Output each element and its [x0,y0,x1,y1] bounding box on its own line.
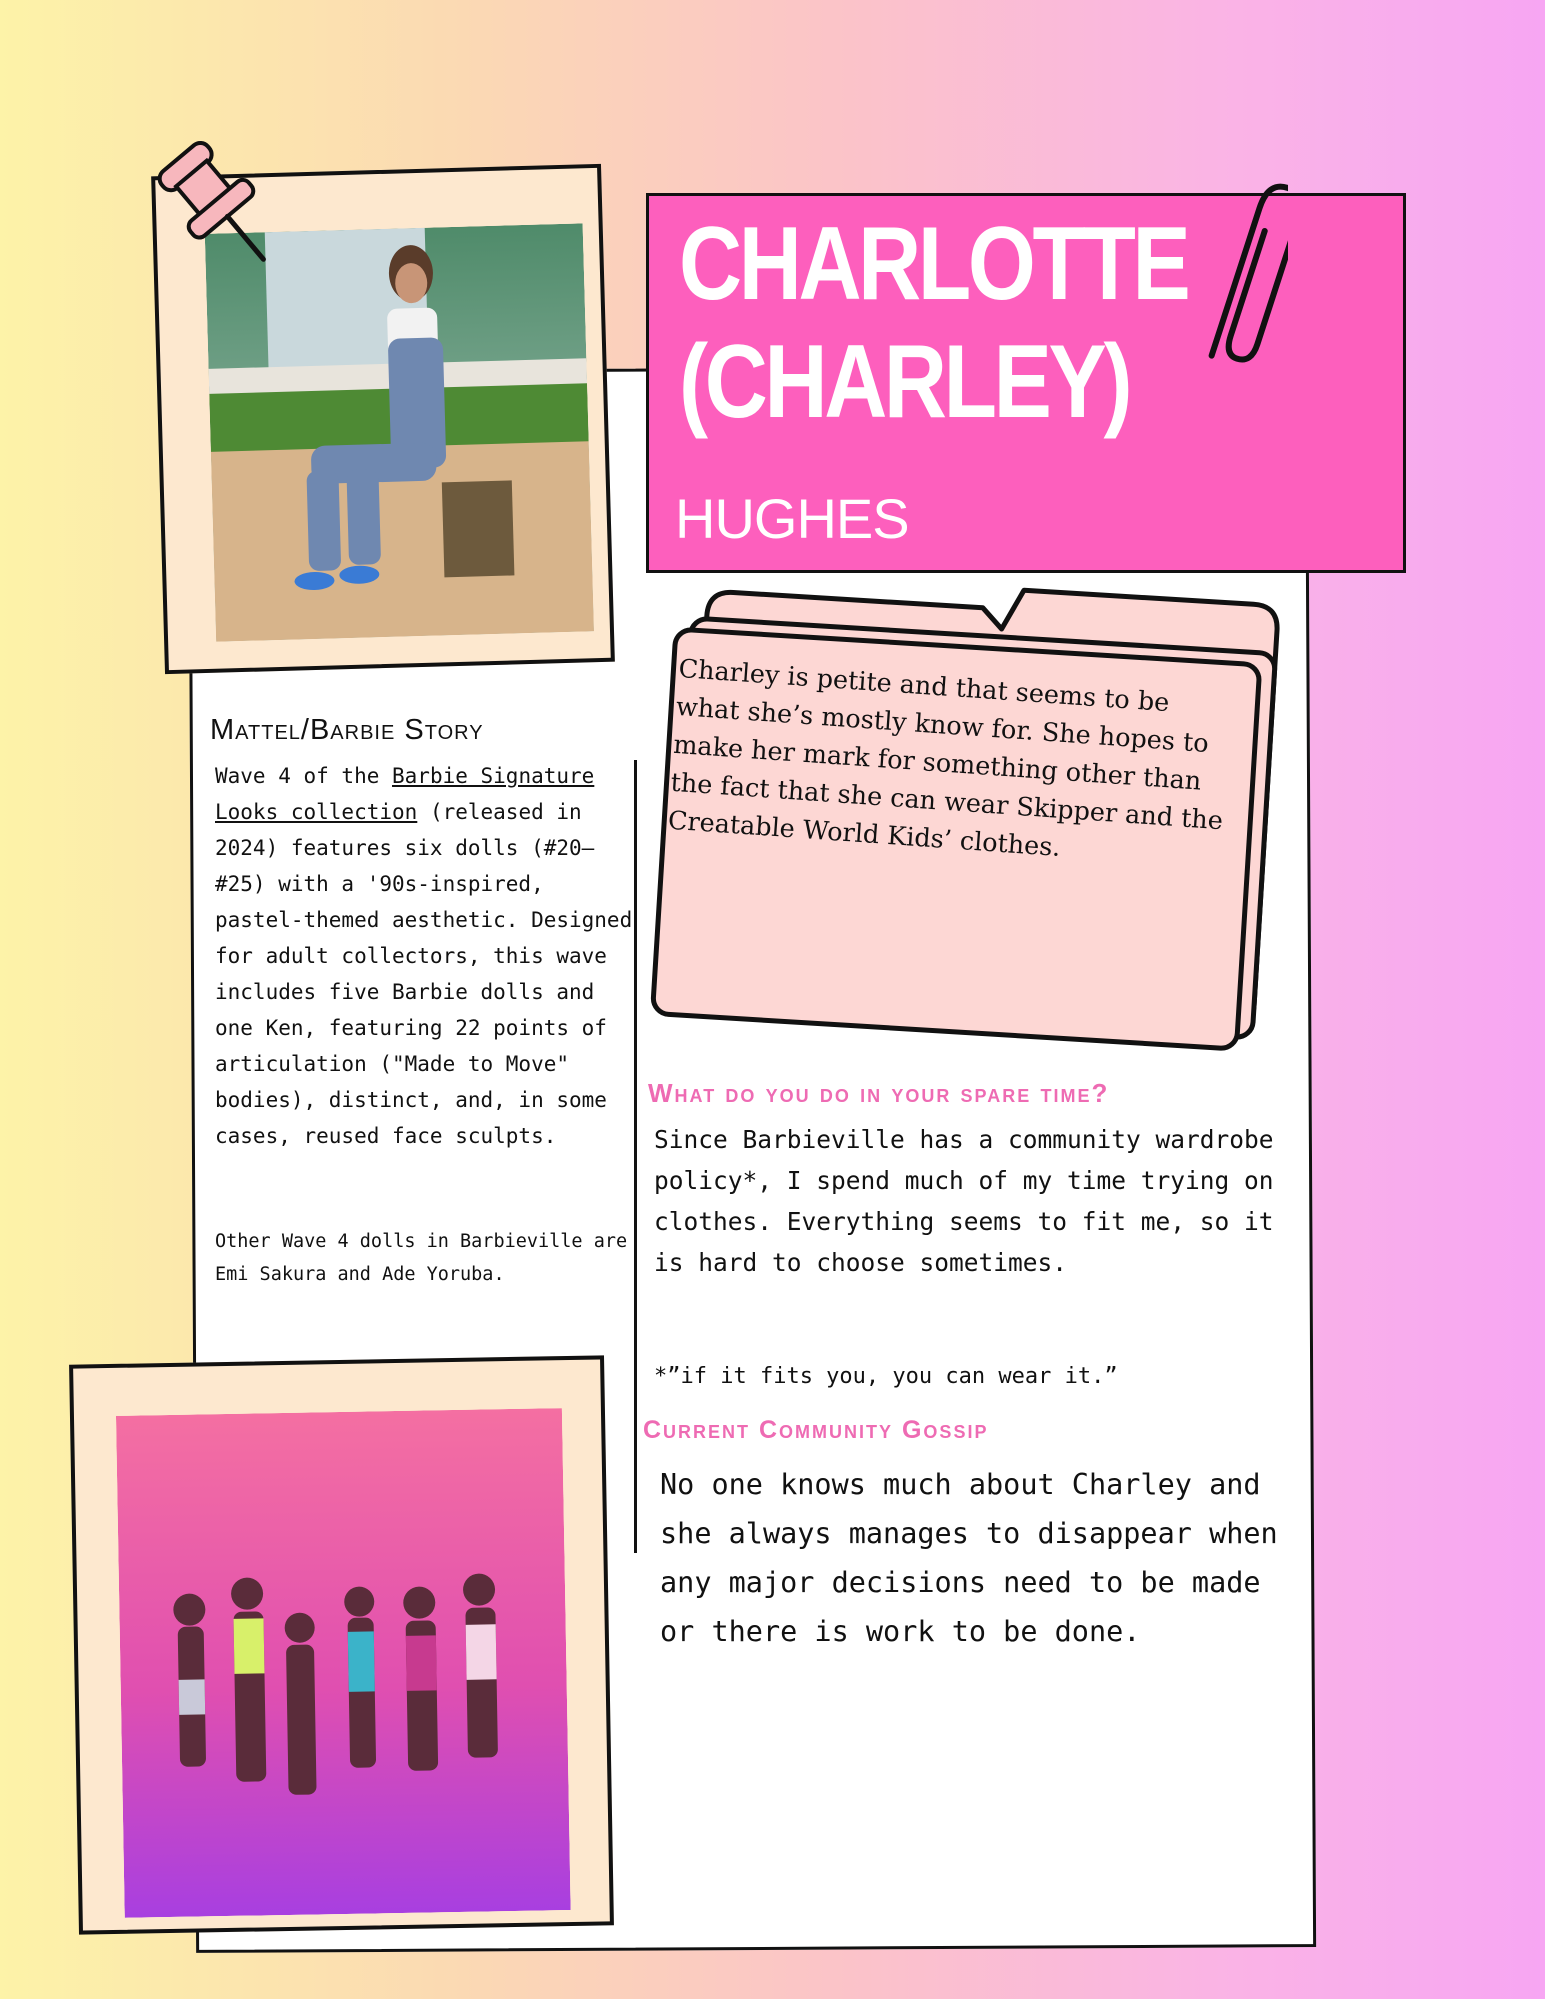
collection-link[interactable]: Barbie Signature Looks collection [215,764,595,824]
nickname: (CHARLEY) [679,324,1130,440]
story-footnote: Other Wave 4 dolls in Barbieville are Emi Sakura and Ade Yoruba. [215,1231,628,1285]
paper-clip-icon [1208,168,1288,383]
gossip-heading: Current Community Gossip [643,1416,989,1444]
intro-text: Charley is petite and that seems to be what she’s mostly know for. She hopes to make her mark for something other than the fact that she can wear Skipper and the Creatable World Kids’ clothes. [667,653,1224,863]
spare-time-heading: What do you do in your spare time? [648,1078,1110,1108]
spare-time-note: *”if it fits you, you can wear it.” [654,1364,1118,1389]
gossip-text: No one knows much about Charley and she always manages to disappear when any major decisions need to be made or there is work to be done. [660,1468,1278,1648]
name-title-box [646,193,1406,573]
story-heading: Mattel/Barbie Story [210,714,484,746]
last-name: HUGHES [675,487,909,550]
column-divider [634,760,637,1553]
push-pin-icon [148,138,276,288]
spare-time-text: Since Barbieville has a community wardrobe policy*, I spend much of my time trying on clothes. Everything seems to fit me, so it is hard to choose sometimes. [654,1125,1274,1277]
story-text: Wave 4 of the Barbie Signature Looks collection (released in 2024) features six dolls (#20–#25) with a '90s-inspired, pastel-themed aesthetic. Designed for adult collectors, this wave includes five Barbie dolls and one Ken, featuring 22 points of articulation ("Made to Move" bodies), distinct, and, in some cases, reused face sculpts. [215,764,633,1148]
first-name: CHARLOTTE [679,206,1188,322]
group-photo-frame [69,1355,614,1934]
group-photo [116,1408,571,1918]
